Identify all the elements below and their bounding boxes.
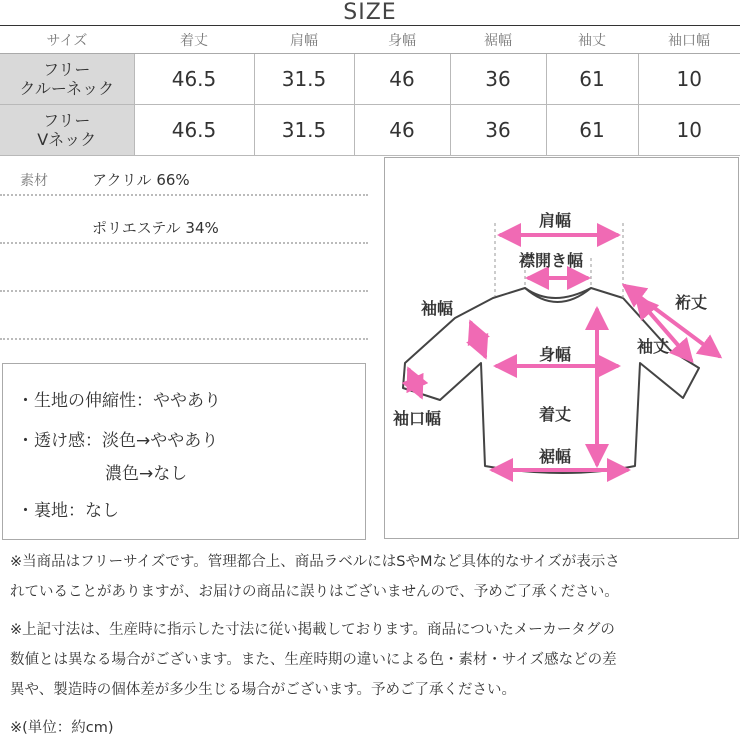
size-table (0, 27, 740, 156)
unit-note: ※(単位：約cm) (10, 720, 114, 736)
label-neck-width: 襟開き幅 (519, 251, 584, 270)
label-sleeve-width: 袖幅 (421, 299, 454, 318)
note-text: 異や、製造時の個体差が多少生じる場合がございます。予めご了承ください。 (10, 682, 517, 698)
material-section (0, 160, 368, 352)
note-text: ※当商品はフリーサイズです。管理都合上、商品ラベルにはSやMなど具体的なサイズが表示さ (10, 554, 620, 570)
material-row (0, 160, 368, 196)
table-cell: 31.5 (254, 54, 354, 105)
table-cell: 46.5 (134, 105, 254, 156)
col-header-shoulder: 肩幅 (254, 27, 354, 54)
table-cell: 46 (354, 105, 450, 156)
feature-sheer: ・透け感：淡色→ややあり (17, 431, 219, 451)
material-row-empty (0, 304, 368, 340)
table-cell: 46 (354, 54, 450, 105)
col-header-hem-width: 裾幅 (450, 27, 546, 54)
label-length: 着丈 (539, 405, 572, 424)
label-shoulder: 肩幅 (539, 211, 572, 230)
notes-section (10, 547, 736, 743)
table-cell: 36 (450, 105, 546, 156)
table-header-row (0, 27, 740, 54)
table-cell: 36 (450, 54, 546, 105)
label-yuki: 裄丈 (675, 293, 708, 312)
label-hem-width: 裾幅 (539, 447, 572, 466)
table-cell: 46.5 (134, 54, 254, 105)
material-row (0, 208, 368, 244)
page-title: SIZE (343, 0, 397, 25)
material-label: 素材 (20, 173, 48, 189)
table-cell: 10 (638, 105, 740, 156)
note-text: 数値とは異なる場合がございます。また、生産時期の違いによる色・素材・サイズ感などの差 (10, 652, 617, 668)
sleeve-width-arrow (471, 323, 485, 356)
size-variant: クルーネック (19, 79, 115, 98)
size-name: フリー (43, 111, 91, 130)
material-row-empty (0, 256, 368, 292)
note-text: れていることがありますが、お届けの商品に誤りはございませんので、予めご了承ください。 (10, 584, 619, 600)
size-cell (0, 54, 134, 105)
title-underline (0, 25, 740, 26)
col-header-body-width: 身幅 (354, 27, 450, 54)
col-header-sleeve-length: 袖丈 (546, 27, 638, 54)
neckline (525, 288, 591, 302)
col-header-length: 着丈 (134, 27, 254, 54)
table-cell: 31.5 (254, 105, 354, 156)
note-text: ※上記寸法は、生産時に指示した寸法に従い掲載しております。商品についたメーカータグの (10, 622, 615, 638)
table-row (0, 105, 740, 156)
col-header-cuff-width: 袖口幅 (638, 27, 740, 54)
feature-sheer-dark: 濃色→なし (105, 464, 188, 484)
size-name: フリー (43, 60, 91, 79)
table-cell: 61 (546, 105, 638, 156)
label-cuff-width: 袖口幅 (393, 409, 442, 428)
features-box (2, 363, 366, 540)
table-cell: 61 (546, 54, 638, 105)
size-cell (0, 105, 134, 156)
measurement-diagram (384, 157, 739, 539)
feature-lining: ・裏地：なし (17, 501, 119, 521)
feature-stretch: ・生地の伸縮性：ややあり (17, 391, 221, 411)
material-item: ポリエステル 34% (92, 219, 219, 237)
material-item: アクリル 66% (92, 171, 190, 189)
label-body-width: 身幅 (539, 345, 572, 364)
label-sleeve-length: 袖丈 (637, 337, 670, 356)
size-variant: Vネック (37, 130, 97, 149)
table-cell: 10 (638, 54, 740, 105)
col-header-size: サイズ (0, 27, 134, 54)
table-row (0, 54, 740, 105)
